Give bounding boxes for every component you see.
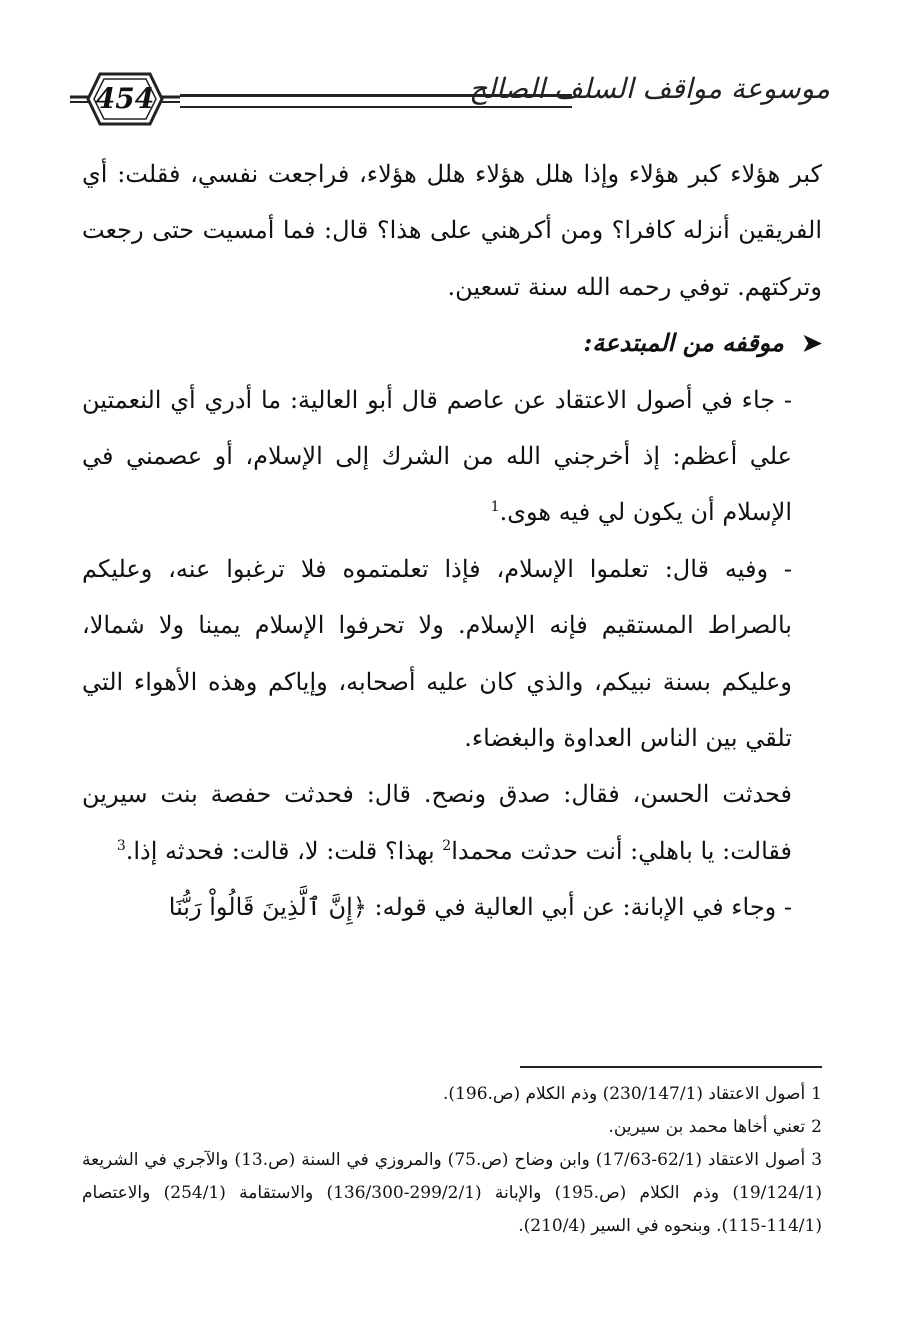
footnote bbox=[82, 1144, 822, 1243]
paragraph: - وفيه قال: تعلموا الإسلام، فإذا تعلمتموه فلا ترغبوا عنه، وعليكم بالصراط المستقيم فإنه الإسلام. ولا تحرفوا الإسلام يمينا ولا شمالا، وعليكم بسنة نبيكم، والذي كان عليه أصحابه، وإياكم وهذه الأهواء التي تلقي بين الناس العداوة والبغضاء. bbox=[82, 554, 792, 753]
paragraph-text: بهذا؟ قلت: لا، قالت: فحدثه إذا. bbox=[125, 836, 443, 865]
running-title: موسوعة مواقف السلف الصالح bbox=[469, 72, 830, 105]
paragraph bbox=[82, 372, 822, 541]
footnote-text: أصول الاعتقاد (230/147/1) وذم الكلام (ص.196). bbox=[443, 1084, 806, 1104]
paragraph-text: - جاء في أصول الاعتقاد عن عاصم قال أبو العالية: ما أدري أي النعمتين علي أعظم: إذ أخرجني الله من الشرك إلى الإسلام، أو عصمني في الإسلام أن يكون لي فيه هوى. bbox=[82, 385, 792, 527]
footnote-number: 1 bbox=[811, 1084, 822, 1104]
footnotes bbox=[82, 1078, 822, 1243]
footnote-ref: 1 bbox=[490, 499, 500, 516]
footnote-text: تعني أخاها محمد بن سيرين. bbox=[608, 1117, 806, 1137]
main-text bbox=[82, 146, 822, 936]
footnote-text: أصول الاعتقاد (62/1-17/63) وابن وضاح (ص.75) والمروزي في السنة (ص.13) والآجري في الشريعة (19/124/1) وذم الكلام (ص.195) والإبانة (299/2/1-136/300) والاستقامة (254/1) والاعتصام (114/1-115). وبنحوه في السير (210/4). bbox=[82, 1150, 822, 1236]
page-number: 454 bbox=[95, 82, 155, 115]
footnote-separator bbox=[520, 1066, 822, 1068]
paragraph: - وجاء في الإبانة: عن أبي العالية في قوله: ﴿إِنَّ ٱلَّذِينَ قَالُواْ رَبُّنَا bbox=[168, 893, 792, 922]
footnote-number: 2 bbox=[811, 1117, 822, 1137]
footnote bbox=[82, 1111, 822, 1144]
footnote-number: 3 bbox=[811, 1150, 823, 1170]
paragraph: كبر هؤلاء كبر هؤلاء وإذا هلل هؤلاء هلل هؤلاء، فراجعت نفسي، فقلت: أي الفريقين أنزله كافرا؟ ومن أكرهني على هذا؟ قال: فما أمسيت حتى رجعت وتركتهم. توفي رحمه الله سنة تسعين. bbox=[82, 160, 822, 301]
footnote-ref: 2 bbox=[442, 837, 452, 854]
paragraph-text: فحدثت الحسن، فقال: صدق ونصح. قال: فحدثت حفصة بنت سيرين فقالت: يا باهلي: أنت حدثت محمدا bbox=[82, 780, 793, 865]
page-number-badge bbox=[70, 66, 180, 132]
page-header bbox=[70, 66, 840, 136]
section-heading-text: موقفه من المبتدعة: bbox=[583, 328, 784, 358]
footnote bbox=[82, 1078, 822, 1111]
section-heading bbox=[82, 315, 822, 371]
footnote-ref: 3 bbox=[116, 837, 126, 854]
paragraph bbox=[82, 766, 822, 879]
arrow-marker-icon: ➤ bbox=[801, 328, 822, 358]
